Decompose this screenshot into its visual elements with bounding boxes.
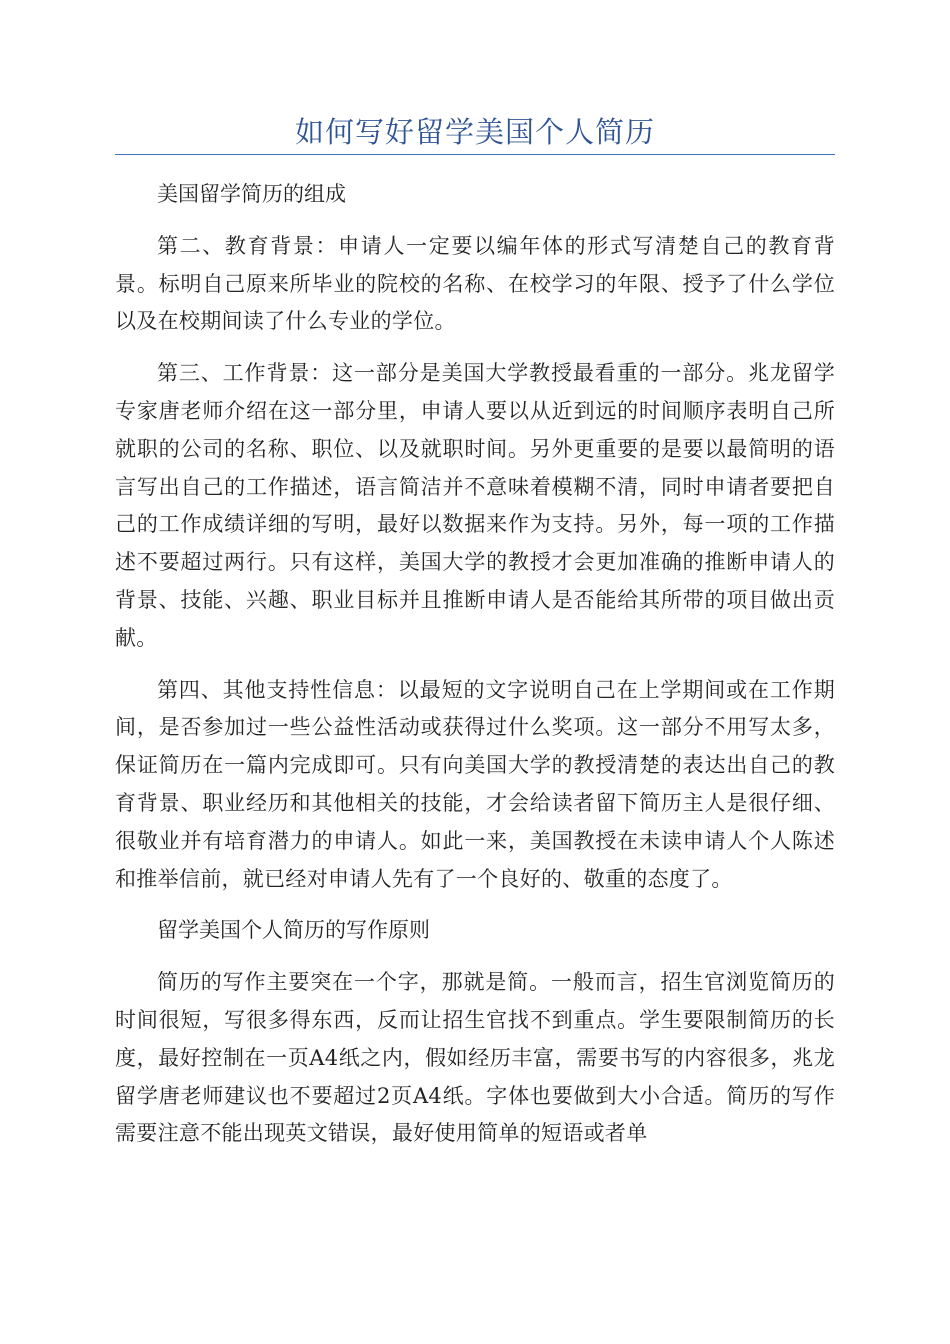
title-underline bbox=[115, 154, 835, 155]
document-body bbox=[115, 176, 835, 1167]
paragraph-principles: 简历的写作主要突在一个字，那就是简。一般而言，招生官浏览简历的时间很短，写很多得东西，反而让招生官找不到重点。学生要限制简历的长度，最好控制在一页A4纸之内，假如经历丰富，需要书写的内容很多，兆龙留学唐老师建议也不要超过2页A4纸。字体也要做到大小合适。简历的写作需要注意不能出现英文错误，最好使用简单的短语或者单 bbox=[115, 970, 835, 1146]
section-heading-composition: 美国留学简历的组成 bbox=[157, 182, 346, 206]
document-title: 如何写好留学美国个人简历 bbox=[294, 115, 655, 149]
paragraph-education: 第二、教育背景：申请人一定要以编年体的形式写清楚自己的教育背景。标明自己原来所毕业的院校的名称、在校学习的年限、授予了什么学位以及在校期间读了什么专业的学位。 bbox=[115, 233, 835, 334]
section-heading-principles: 留学美国个人简历的写作原则 bbox=[157, 918, 430, 943]
paragraph-other-info: 第四、其他支持性信息：以最短的文字说明自己在上学期间或在工作期间，是否参加过一些公益性活动或获得过什么奖项。这一部分不用写太多，保证简历在一篇内完成即可。只有向美国大学的教授清楚的表达出自己的教育背景、职业经历和其他相关的技能，才会给读者留下简历主人是很仔细、很敬业并有培育潜力的申请人。如此一来，美国教授在未读申请人个人陈述和推举信前，就已经对申请人先有了一个良好的、敬重的态度了。 bbox=[115, 677, 835, 891]
paragraph-work: 第三、工作背景：这一部分是美国大学教授最看重的一部分。兆龙留学专家唐老师介绍在这一部分里，申请人要以从近到远的时间顺序表明自己所就职的公司的名称、职位、以及就职时间。另外更重要的是要以最简明的语言写出自己的工作描述，语言简洁并不意味着模糊不清，同时申请者要把自己的工作成绩详细的写明，最好以数据来作为支持。另外，每一项的工作描述不要超过两行。只有这样，美国大学的教授才会更加准确的推断申请人的背景、技能、兴趣、职业目标并且推断申请人是否能给其所带的项目做出贡献。 bbox=[115, 361, 835, 650]
